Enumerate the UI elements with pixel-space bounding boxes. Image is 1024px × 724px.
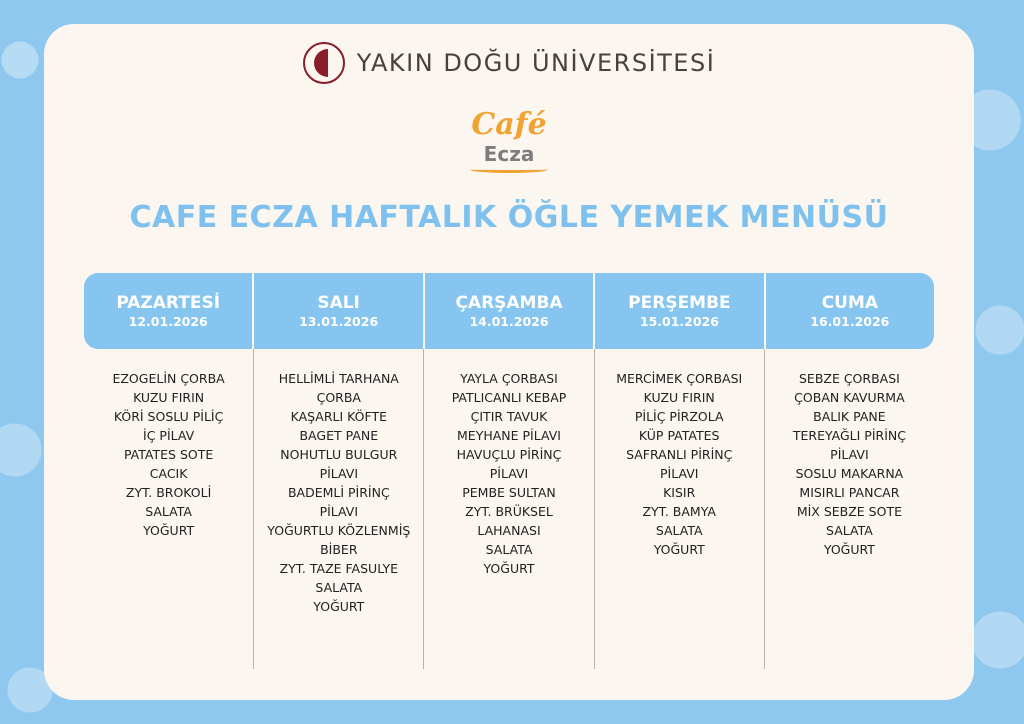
- day-date: 14.01.2026: [469, 314, 549, 329]
- cafe-logo-ecza-text: Ecza: [483, 142, 535, 166]
- menu-item: YOĞURT: [143, 523, 195, 538]
- menu-item: ÇITIR TAVUK: [470, 409, 548, 424]
- day-date: 16.01.2026: [810, 314, 890, 329]
- menu-item: PİLAVI: [830, 447, 869, 462]
- university-name: YAKIN DOĞU ÜNİVERSİTESİ: [356, 49, 716, 77]
- page-title: CAFE ECZA HAFTALIK ÖĞLE YEMEK MENÜSÜ: [129, 200, 889, 235]
- menu-item: NOHUTLU BULGUR: [280, 447, 398, 462]
- menu-column-thursday: [595, 349, 765, 669]
- logo-swoosh: [470, 166, 548, 173]
- menu-item: HAVUÇLU PİRİNÇ: [456, 447, 562, 462]
- menu-item: MISIRLI PANCAR: [799, 485, 900, 500]
- menu-item: SALATA: [145, 504, 192, 519]
- menu-item: ZYT. BROKOLİ: [125, 485, 212, 500]
- menu-item: SAFRANLI PİRİNÇ: [626, 447, 733, 462]
- university-logo-icon: [303, 42, 345, 84]
- menu-item: MİX SEBZE SOTE: [796, 504, 902, 519]
- menu-item: MEYHANE PİLAVI: [457, 428, 561, 443]
- menu-item: YAYLA ÇORBASI: [460, 371, 558, 386]
- menu-item: KAŞARLI KÖFTE: [290, 409, 388, 424]
- menu-item: YOĞURTLU KÖZLENMİŞ: [267, 523, 411, 538]
- menu-item: PİLAVI: [319, 504, 359, 519]
- menu-item: YOĞURT: [483, 561, 535, 576]
- cafe-logo: [44, 108, 974, 173]
- day-name: PAZARTESİ: [116, 293, 221, 313]
- menu-card: [44, 24, 974, 700]
- menu-column-tuesday: [254, 349, 424, 669]
- menu-item: PİLAVI: [489, 466, 529, 481]
- menu-item: SOSLU MAKARNA: [795, 466, 904, 481]
- menu-item: YOĞURT: [313, 599, 365, 614]
- day-name: SALI: [317, 293, 360, 313]
- day-name: CUMA: [821, 293, 878, 313]
- university-header: [44, 42, 974, 84]
- menu-item: SALATA: [315, 580, 363, 595]
- menu-column-monday: [84, 349, 254, 669]
- menu-item: ÇORBA: [316, 390, 361, 405]
- day-date: 13.01.2026: [299, 314, 379, 329]
- menu-item: KISIR: [663, 485, 696, 500]
- menu-item: TEREYAĞLI PİRİNÇ: [792, 428, 906, 443]
- day-name: PERŞEMBE: [628, 293, 731, 313]
- menu-item: KUZU FIRIN: [133, 390, 205, 405]
- menu-column-wednesday: [424, 349, 594, 669]
- day-header-tuesday: [254, 273, 424, 349]
- menu-item: SALATA: [485, 542, 533, 557]
- menu-item: ZYT. BRÜKSEL: [465, 504, 553, 519]
- menu-item: ZYT. BAMYA: [642, 504, 716, 519]
- menu-item: EZOGELİN ÇORBA: [112, 371, 225, 386]
- menu-item: BALIK PANE: [813, 409, 886, 424]
- day-header-wednesday: [425, 273, 595, 349]
- menu-item: PATLICANLI KEBAP: [451, 390, 567, 405]
- menu-item: PEMBE SULTAN: [462, 485, 556, 500]
- menu-item: PİLAVI: [319, 466, 359, 481]
- menu-item: MERCİMEK ÇORBASI: [616, 371, 743, 386]
- day-date: 15.01.2026: [639, 314, 719, 329]
- menu-item: YOĞURT: [653, 542, 705, 557]
- menu-item: KUZU FIRIN: [643, 390, 715, 405]
- menu-item: SEBZE ÇORBASI: [798, 371, 900, 386]
- menu-item: İÇ PİLAV: [143, 428, 195, 443]
- menu-item: PİLİÇ PİRZOLA: [634, 409, 724, 424]
- day-date: 12.01.2026: [128, 314, 208, 329]
- menu-item: YOĞURT: [823, 542, 875, 557]
- menu-item: BAGET PANE: [299, 428, 379, 443]
- menu-item: KÖRİ SOSLU PİLİÇ: [113, 409, 224, 424]
- cafe-logo-cafe-text: Café: [471, 107, 547, 142]
- menu-column-friday: [765, 349, 934, 669]
- menu-item: ZYT. TAZE FASULYE: [279, 561, 399, 576]
- day-header-thursday: [595, 273, 765, 349]
- menu-item: BİBER: [320, 542, 358, 557]
- menu-item: PATATES SOTE: [123, 447, 214, 462]
- menu-item: LAHANASI: [477, 523, 541, 538]
- menu-item: CACIK: [149, 466, 188, 481]
- day-name: ÇARŞAMBA: [455, 293, 563, 313]
- menu-item: BADEMLİ PİRİNÇ: [287, 485, 390, 500]
- menu-item: SALATA: [655, 523, 703, 538]
- menu-item: HELLİMLİ TARHANA: [278, 371, 399, 386]
- menu-item: KÜP PATATES: [638, 428, 720, 443]
- menu-item: SALATA: [826, 523, 873, 538]
- menu-item: PİLAVI: [659, 466, 699, 481]
- menu-item: ÇOBAN KAVURMA: [794, 390, 905, 405]
- menu-columns: [84, 349, 934, 669]
- day-header-monday: [84, 273, 254, 349]
- day-header-friday: [766, 273, 934, 349]
- days-header: [84, 273, 934, 349]
